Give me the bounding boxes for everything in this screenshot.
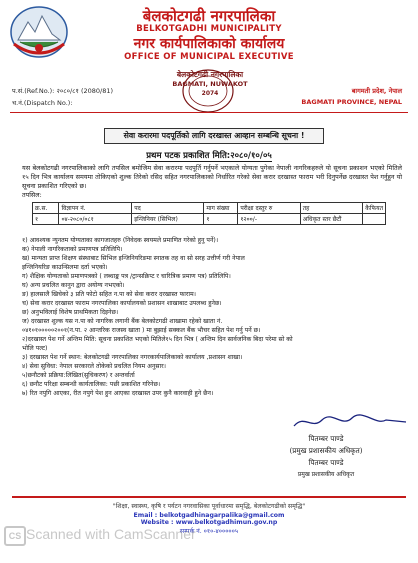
handwritten-signature: [290, 412, 410, 432]
list-item: ख) मान्यता प्राप्त शिक्षण संस्थाबाट सिभिल इन्जिनियरिङमा स्नातक तह वा सो सरह उत्तीर्ण गरी नेपाल: [22, 255, 245, 262]
list-item: ६) छनौट परिक्षा सम्बन्धी कार्यतालिका: पछी प्रकाशित गरिनेछ।: [22, 381, 161, 388]
watermark-text: Scanned with CamScanner: [26, 526, 196, 542]
table-cell: १: [204, 214, 238, 225]
list-item: छ) अनुभविलाई विशेष प्राथमिकता दिइनेछ।: [22, 309, 119, 316]
notice-title: सेवा करारमा पदपूर्तिको लागि दरखास्त आव्हान सम्बन्धि सूचना !: [104, 128, 324, 144]
list-item: ५)छनौटको प्रक्रिया:लिखित(सुचिकरण) र अन्तर्वार्ता: [22, 372, 135, 379]
seal-text: बेलकोटगढी नगरपालिका: [176, 70, 244, 79]
list-item: ४) सेवा सुविधा: नेपाल सरकारले तोकेको प्रचलित नियम अनुसार।: [22, 363, 167, 370]
footer-website: Website : www.belkotgadhimun.gov.np: [140, 519, 278, 526]
table-header: परीक्षा दस्तुर रु: [238, 203, 300, 214]
camscanner-icon: CS: [4, 526, 26, 546]
municipality-name-np: बेलकोटगढी नगरपालिका: [142, 7, 276, 25]
office-name-en: OFFICE OF MUNICIPAL EXECUTIVE: [124, 52, 294, 62]
notice-intro: यस बेलकोटगढी नगरपालिकाको लागि तपसिल बमोजिम सेवा करारमा पदपूर्ति गर्नुपर्ने भएकाले योग्यता पुगेका नेपाली नागरिकहरुले यो सूचना प्रकाशन भएको मितिले १५ दिन भित्र कार्यालय समयमा तोकिएको शुल्क तिरेको रसिद सहित नगरपालिकाको निर्धारित गरेको सेवा करार दरखास्त फाराम भरी दिनुपर्नेछ दरखास्त पेश गर्नुहुन यो सूचना प्रकाशित गरिएको छ। तपसिल:: [22, 164, 402, 199]
list-item: ३) दरखास्त पेश गर्ने स्थान: बेलकोटगढी नगरपालिका नगरकार्यपालिकाको कार्यालय ,प्रशासन शाखा।: [22, 354, 243, 361]
list-item: ङ) हालसालै खिचेको ३ प्रति फोटो सहित न.पा को सेवा करार दरखास्त फाराम।: [22, 291, 197, 298]
table-header: तह: [300, 203, 363, 214]
table-header: माग संख्या: [204, 203, 238, 214]
signatory-stamp: प्रमुख प्रशासकीय अधिकृत: [297, 471, 355, 478]
table-cell: ०४-२०८०/०८१: [59, 214, 132, 225]
dispatch-number: च.नं.(Dispatch No.):: [12, 99, 73, 107]
table-cell: [363, 214, 386, 225]
municipality-name-en: BELKOTGADHI MUNICIPALITY: [136, 24, 282, 34]
office-name-np: नगर कार्यपालिकाको कार्यालय: [133, 36, 285, 52]
province-en: BAGMATI PROVINCE, NEPAL: [301, 98, 402, 106]
list-item: ७) रित नपुगि आएका, रीत नपुगे पेश हुन आएका दरखास्त उपर कुनै कारवाही हुने छैन।: [22, 390, 214, 397]
list-item: च) सेवा करार दरखास्त फाराम नगरपालिका कार्यालयको प्रशासन शाखाबाट उपलब्ध हुनेछ।: [22, 300, 222, 307]
camscanner-watermark: [2, 524, 242, 546]
table-row: [33, 214, 386, 225]
requirements-list: [22, 236, 406, 398]
list-item: ग) शैक्षिक योग्यताको प्रमाणपत्रको ( लब्धाङ्क पत्र /ट्रान्सक्रिप्ट र चारित्रिक प्रमाण पत्र) प्रतिलिपि।: [22, 273, 231, 280]
footer-email: Email : belkotgadhinagarpalika@gmail.com: [133, 512, 285, 519]
signatory-name-stamp: पितम्बर पाण्डे: [308, 458, 344, 467]
list-item: घ) अन्य प्रचलित कानुन द्वारा अयोग्य नभएको।: [22, 282, 125, 289]
table-cell: इन्जिनियर (सिभिल): [132, 214, 204, 225]
table-header: विज्ञापन नं.: [59, 203, 132, 214]
list-item: ०४१०१०००००२००१(न.पा. २ आन्तरिक राजस्व खाता ) मा बुझाई सक्कल बैंक भौचर सहित पेश गर्नु पर्ने छ।: [22, 327, 261, 334]
vacancy-table: [32, 202, 386, 225]
table-header-row: [33, 203, 386, 214]
table-cell: १२००/-: [238, 214, 300, 225]
list-item: क) नेपाली नागरिकताको प्रमाणपत्र प्रतिलिपि।: [22, 246, 123, 253]
list-item: भोलि पल्ट): [22, 345, 48, 352]
list-item: २)दरखास्त पेश गर्ने अन्तिम मिति: सूचना प्रकाशित भएको मितिले१५ दिन भित्र ( अन्तिम दिन सार्वजनिक बिदा परेमा सो को: [22, 336, 293, 343]
reference-number: प.सं.(Ref.No.): २०८०/८१ (2080/81): [12, 87, 114, 95]
table-header: क्र.स.: [33, 203, 59, 214]
table-cell: १: [33, 214, 59, 225]
published-date: प्रथम पटक प्रकाशित मिति:२०८०/१०/०५: [146, 151, 272, 161]
list-item: ज) दरखास्त शुल्क यस न.पा को नागरिक लगानी बैंक बेलकोटगढी शाखामा रहेको खाता नं.: [22, 318, 223, 325]
seal-text: 2074: [201, 90, 219, 97]
table-header: पद: [132, 203, 204, 214]
list-item: इन्जिनियरिङ काउन्सिलमा दर्ता भएको।: [22, 264, 108, 271]
table-cell: अधिकृत स्तर छैटौं: [300, 214, 363, 225]
table-header: कैफियत: [363, 203, 386, 214]
seal-text: BAGMATI, NUWAKOT: [172, 80, 248, 88]
tapsil-label: तपसिल:: [22, 191, 42, 199]
footer-motto: "शिक्षा, स्वास्थ्य, कृषि र पर्यटन नगरवासिका पूर्वाधारमा समृद्धि, बेलकोटगढीको समृद्धि": [112, 503, 306, 510]
province-np: बागमती प्रदेश, नेपाल: [351, 87, 402, 95]
footer-phone: सम्पर्क नं. ०१०-४०००००५: [179, 528, 239, 535]
list-item: १) आवश्यक न्युनतम योग्यताका कागजातहरु (निवेदक स्वयमले प्रमाणित गरेको हुनु पर्ने)।: [22, 237, 219, 244]
signatory-name: पितम्बर पाण्डे: [308, 434, 344, 443]
signatory-title: (प्रमुख प्रशासकीय अधिकृत): [289, 446, 363, 455]
header-divider: [10, 112, 408, 113]
